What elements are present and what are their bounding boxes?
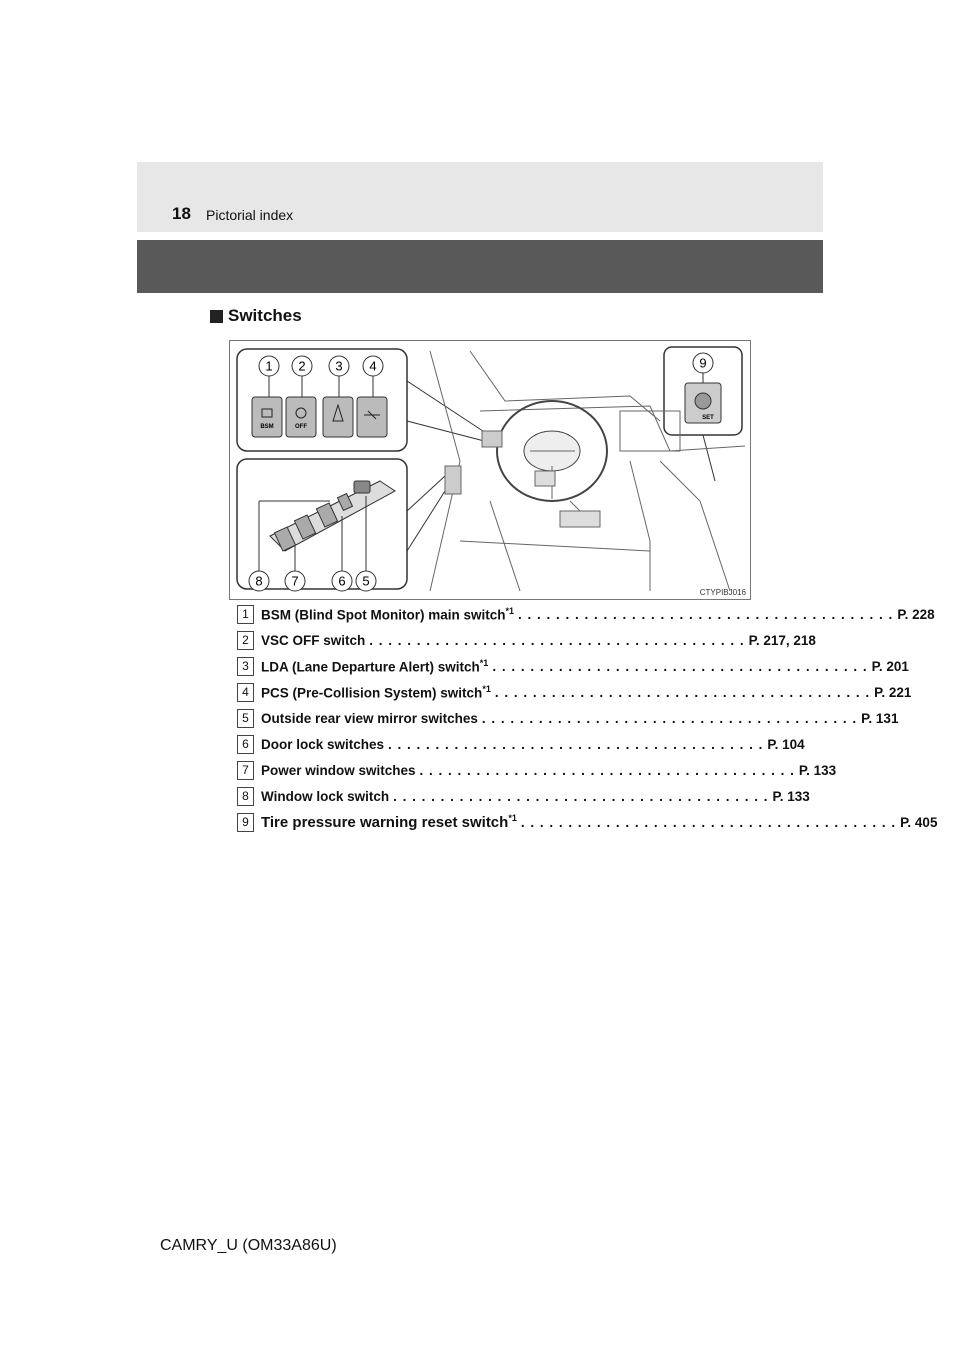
section-divider-band xyxy=(137,240,823,293)
dot-leader: . . . . . . . . . . . . . . . . . . . . . . . . . . . . . . . . . . . . . . . . xyxy=(518,606,894,622)
callout-2: 2 xyxy=(298,358,306,374)
item-number: 1 xyxy=(237,605,254,624)
callout-4: 4 xyxy=(369,358,377,374)
item-number: 5 xyxy=(237,709,254,728)
dot-leader: . . . . . . . . . . . . . . . . . . . . . . . . . . . . . . . . . . . . . . . . xyxy=(388,736,764,752)
subsection-heading xyxy=(210,306,302,326)
item-number: 7 xyxy=(237,761,254,780)
item-label: Power window switches xyxy=(261,762,416,778)
dot-leader: . . . . . . . . . . . . . . . . . . . . . . . . . . . . . . . . . . . . . . . . xyxy=(369,632,745,648)
set-label: SET xyxy=(702,415,714,421)
page-reference: P. 221 xyxy=(874,684,912,700)
dot-leader: . . . . . . . . . . . . . . . . . . . . . . . . . . . . . . . . . . . . . . . . xyxy=(492,658,868,674)
item-number: 4 xyxy=(237,683,254,702)
section-title: Pictorial index xyxy=(206,207,294,223)
callout-8: 8 xyxy=(255,573,263,589)
switches-illustration xyxy=(229,340,751,600)
item-label: Outside rear view mirror switches xyxy=(261,710,478,726)
switch-list xyxy=(237,601,938,835)
dot-leader: . . . . . . . . . . . . . . . . . . . . . . . . . . . . . . . . . . . . . . . . xyxy=(393,788,769,804)
dot-leader: . . . . . . . . . . . . . . . . . . . . . . . . . . . . . . . . . . . . . . . . xyxy=(419,762,795,778)
item-label: BSM (Blind Spot Monitor) main switch$^{*1}$ xyxy=(261,605,514,623)
black-square-icon xyxy=(210,310,223,323)
footer-model-code: CAMRY_U (OM33A86U) xyxy=(160,1237,337,1254)
item-label: Door lock switches xyxy=(261,736,385,752)
item-label: Window lock switch xyxy=(261,788,390,804)
callout-1: 1 xyxy=(265,358,273,374)
vsc-off-switch-label: OFF xyxy=(295,424,307,430)
item-label: LDA (Lane Departure Alert) switch$^{*1}$ xyxy=(261,657,489,675)
dashboard-drawing xyxy=(230,341,750,599)
dot-leader: . . . . . . . . . . . . . . . . . . . . . . . . . . . . . . . . . . . . . . . . xyxy=(481,710,858,726)
subsection-title: Switches xyxy=(228,306,302,325)
page-reference: P. 133 xyxy=(772,788,810,804)
dot-leader: . . . . . . . . . . . . . . . . . . . . . . . . . . . . . . . . . . . . . . . . xyxy=(494,684,871,700)
list-item xyxy=(237,757,837,783)
page-reference: P. 104 xyxy=(767,736,805,752)
bsm-switch-label: BSM xyxy=(260,424,274,430)
page-reference: P. 131 xyxy=(861,710,899,726)
figure-code: CTYPIBJ016 xyxy=(699,588,746,597)
list-item xyxy=(237,653,909,679)
item-number: 2 xyxy=(237,631,254,650)
page-reference: P. 133 xyxy=(798,762,837,778)
item-label: PCS (Pre-Collision System) switch$^{*1}$ xyxy=(261,683,491,701)
page-reference: P. 201 xyxy=(871,658,909,674)
page-number: 18 xyxy=(172,204,191,223)
item-label: Tire pressure warning reset switch$^{*1}$ xyxy=(261,813,517,831)
list-item xyxy=(237,809,938,835)
page-reference: P. 405 xyxy=(900,814,938,830)
callout-9: 9 xyxy=(699,355,707,371)
callout-5: 5 xyxy=(362,573,370,589)
item-label: VSC OFF switch xyxy=(261,632,366,648)
item-number: 8 xyxy=(237,787,254,806)
list-item xyxy=(237,679,912,705)
dot-leader: . . . . . . . . . . . . . . . . . . . . . . . . . . . . . . . . . . . . . . . . xyxy=(520,814,897,830)
callout-3: 3 xyxy=(335,358,343,374)
item-number: 6 xyxy=(237,735,254,754)
list-item xyxy=(237,705,899,731)
list-item xyxy=(237,731,805,757)
callout-6: 6 xyxy=(338,573,346,589)
callout-7: 7 xyxy=(291,573,299,589)
list-item xyxy=(237,601,935,627)
list-item xyxy=(237,627,816,653)
list-item xyxy=(237,783,810,809)
item-number: 3 xyxy=(237,657,254,676)
page-reference: P. 217, 218 xyxy=(748,632,816,648)
page-reference: P. 228 xyxy=(897,606,935,622)
item-number: 9 xyxy=(237,813,254,832)
